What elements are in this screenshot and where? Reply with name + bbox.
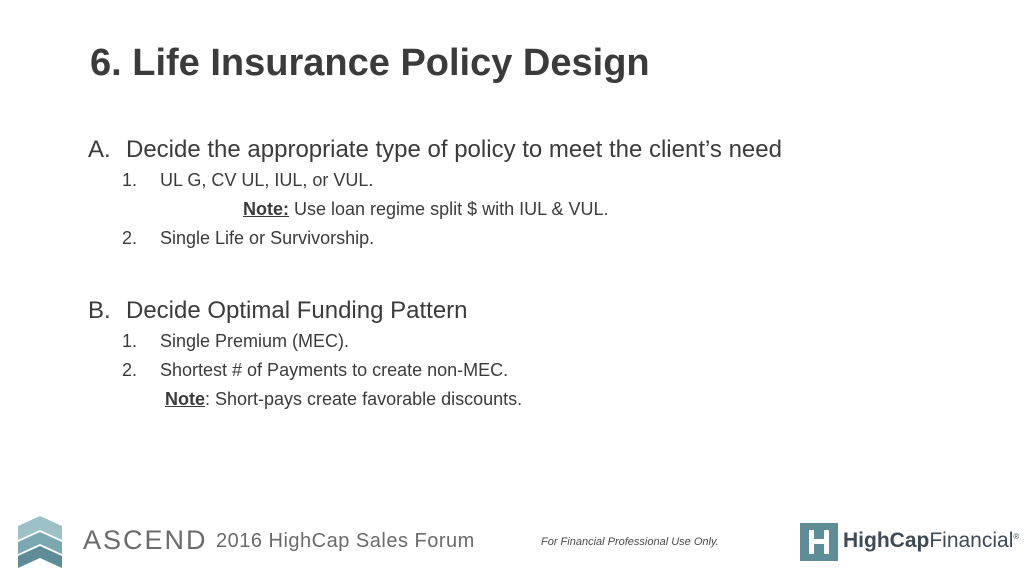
company-name-regular: Financial <box>929 529 1014 552</box>
trademark: ® <box>1013 532 1020 541</box>
list-item <box>122 228 374 249</box>
note-label: Note <box>165 389 205 409</box>
section-b-heading <box>88 297 468 325</box>
note-text: : Short-pays create favorable discounts. <box>205 389 523 409</box>
section-a-note <box>243 199 608 220</box>
item-text: Shortest # of Payments to create non-MEC. <box>160 360 509 380</box>
ascend-chevron-icon <box>18 516 62 568</box>
section-b-letter: B. <box>88 297 111 324</box>
list-item <box>122 170 373 191</box>
item-text: Single Life or Survivorship. <box>160 228 375 248</box>
highcap-logo-icon <box>800 523 838 561</box>
section-b-text: Decide Optimal Funding Pattern <box>126 297 468 324</box>
list-item <box>122 360 508 381</box>
section-a-heading <box>88 136 782 164</box>
section-b-note <box>165 389 522 410</box>
item-number: 2. <box>122 360 138 380</box>
item-text: Single Premium (MEC). <box>160 331 350 351</box>
note-text: Use loan regime split $ with IUL & VUL. <box>289 199 609 219</box>
section-a-letter: A. <box>88 136 111 163</box>
item-number: 1. <box>122 331 138 351</box>
company-name <box>843 529 1019 553</box>
note-label: Note: <box>243 199 289 219</box>
company-name-bold: HighCap <box>843 529 930 552</box>
ascend-brand: ASCEND <box>83 525 208 555</box>
event-name: 2016 HighCap Sales Forum <box>216 530 475 552</box>
item-text: UL G, CV UL, IUL, or VUL. <box>160 170 374 190</box>
item-number: 1. <box>122 170 138 190</box>
disclaimer: For Financial Professional Use Only. <box>541 536 719 548</box>
section-a-text: Decide the appropriate type of policy to meet the client’s need <box>126 136 782 163</box>
slide-title: 6. Life Insurance Policy Design <box>90 42 650 84</box>
list-item <box>122 331 349 352</box>
item-number: 2. <box>122 228 138 248</box>
